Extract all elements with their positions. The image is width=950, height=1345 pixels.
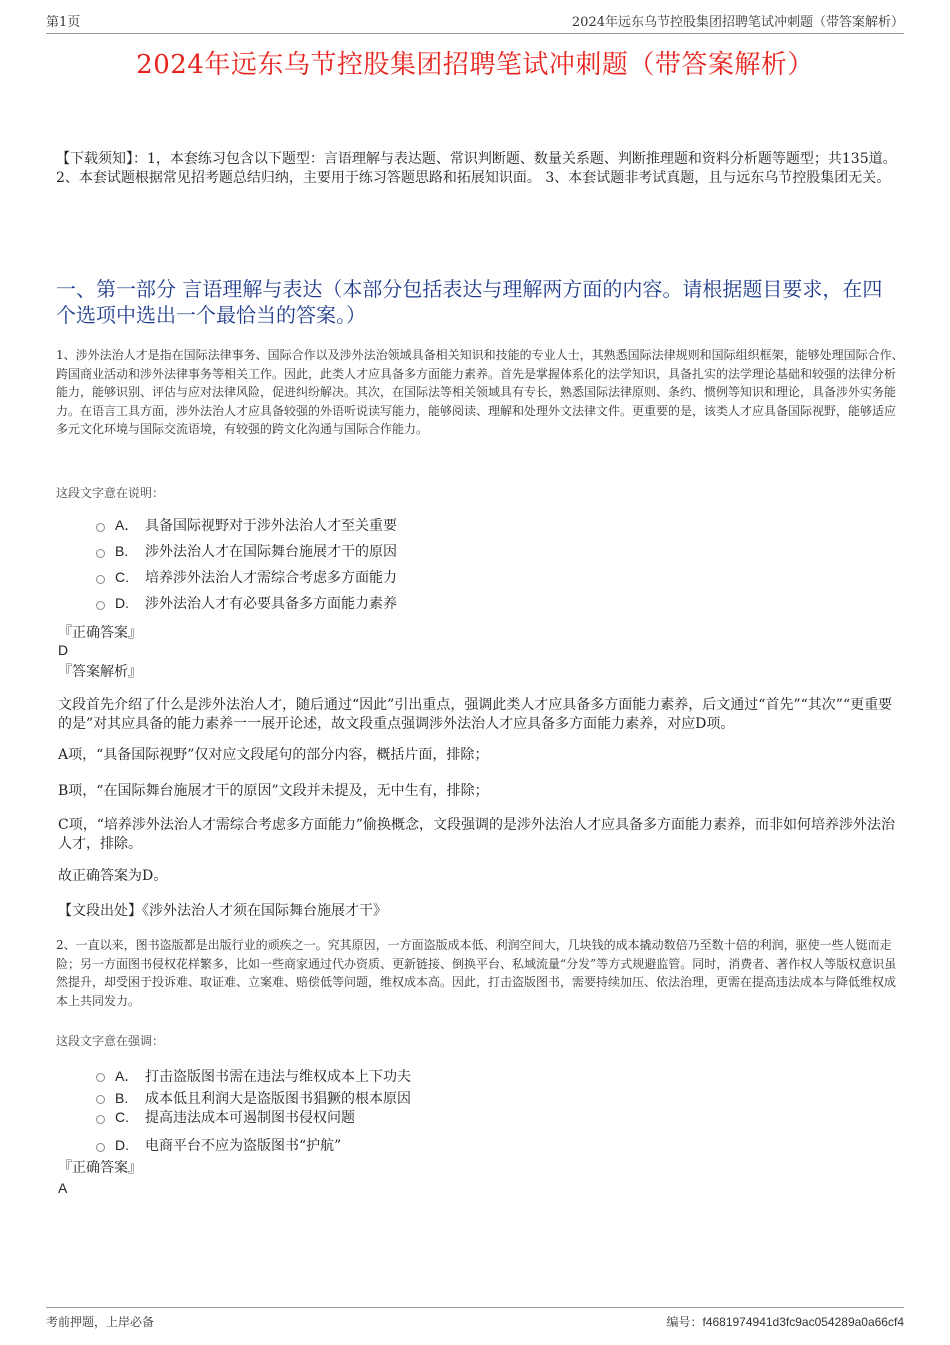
q1-analysis-main: 文段首先介绍了什么是涉外法治人才，随后通过“因此”引出重点，强调此类人才应具备多方面能力素养，后文通过“首先”“其次”“更重要的是”对其应具备的能力素养一一展开论述，故文段重点强调涉外法治人才应具备多方面能力素养，对应D项。: [58, 697, 893, 732]
radio-icon[interactable]: [96, 575, 105, 584]
q2-option-c[interactable]: C. 提高违法成本可遏制图书侵权问题: [96, 1106, 411, 1128]
q2-option-b[interactable]: B. 成本低且利润大是盗版图书猖獗的根本原因: [96, 1089, 411, 1106]
section-heading: 一、第一部分 言语理解与表达（本部分包括表达与理解两方面的内容。请根据题目要求，在四个选项中选出一个最恰当的答案。）: [56, 277, 883, 327]
q1-option-d[interactable]: D. 涉外法治人才有必要具备多方面能力素养: [96, 590, 397, 616]
page-number: 第1页: [46, 15, 81, 30]
q1-options: [96, 512, 397, 616]
radio-icon[interactable]: [96, 549, 105, 558]
radio-icon[interactable]: [96, 1143, 105, 1152]
q2-answer: A: [58, 1180, 68, 1196]
radio-icon[interactable]: [96, 523, 105, 532]
footer-slogan: 考前押题，上岸必备: [46, 1315, 155, 1329]
footer-serial: 编号：f4681974941d3fc9ac054289a0a66cf4: [666, 1315, 904, 1329]
radio-icon[interactable]: [96, 601, 105, 610]
q2-options: [96, 1062, 411, 1158]
q2-passage: 2、一直以来，图书盗版都是出版行业的顽疾之一。究其原因，一方面盗版成本低、利润空间大，几块钱的成本撬动数倍乃至数十倍的利润，驱使一些人铤而走险；另一方面图书侵权花样繁多，比如一些商家通过代办资质、更新链接、倒换平台、私域流量“分发”等方式规避监管。同时，消费者、著作权人等版权意识虽然提升，却受困于投诉难、取证难、立案难、赔偿低等问题，维权成本高。因此，打击盗版图书，需要持续加压、依法治理，更需在提高违法成本与降低维权成本上共同发力。: [56, 938, 897, 1008]
q1-analysis-c: C项，“培养涉外法治人才需综合考虑多方面能力”偷换概念，文段强调的是涉外法治人才应具备多方面能力素养，而非如何培养涉外法治人才，排除。: [58, 817, 896, 852]
q1-option-c[interactable]: C. 培养涉外法治人才需综合考虑多方面能力: [96, 564, 397, 590]
radio-icon[interactable]: [96, 1073, 105, 1082]
header-doc-title: 2024年远东乌节控股集团招聘笔试冲刺题（带答案解析）: [571, 15, 904, 30]
q2-answer-label: 『正确答案』: [58, 1160, 142, 1176]
q1-source: 【文段出处】《涉外法治人才须在国际舞台施展才干》: [58, 903, 387, 919]
page-footer: [46, 1307, 904, 1330]
download-notice: 【下载须知】：1，本套练习包含以下题型：言语理解与表达题、常识判断题、数量关系题、判断推理题和资料分析题等题型；共135道。 2、本套试题根据常见招考题总结归纳，主要用于练习答题思路和拓展知识面。 3、本套试题非考试真题，且与远东乌节控股集团无关。: [56, 151, 897, 186]
q1-option-b[interactable]: B. 涉外法治人才在国际舞台施展才干的原因: [96, 538, 397, 564]
q1-analysis-b: B项，“在国际舞台施展才干的原因”文段并未提及，无中生有，排除；: [58, 783, 489, 799]
q1-analysis-a: A项，“具备国际视野”仅对应文段尾句的部分内容，概括片面，排除；: [58, 747, 489, 763]
q1-answer: D: [58, 642, 69, 658]
q2-option-d[interactable]: D. 电商平台不应为盗版图书“护航”: [96, 1132, 411, 1158]
q2-prompt: 这段文字意在强调：: [56, 1034, 165, 1048]
page-header: [46, 12, 904, 34]
q1-option-a[interactable]: A． 具备国际视野对于涉外法治人才至关重要: [96, 512, 397, 538]
q1-passage: 1、涉外法治人才是指在国际法律事务、国际合作以及涉外法治领域具备相关知识和技能的专业人士，其熟悉国际法律规则和国际组织框架，能够处理国际合作、跨国商业活动和涉外法律事务等相关工作。因此，此类人才应具备多方面能力素养。首先是掌握体系化的法学知识，具备扎实的法学理论基础和较强的法律分析能力，能够识别、评估与应对法律风险，促进纠纷解决。其次，在国际法等相关领域具有专长，熟悉国际法律原则、条约、惯例等知识和理论，具备涉外实务能力。在语言工具方面，涉外法治人才应具备较强的外语听说读写能力，能够阅读、理解和处理外文法律文件。更重要的是，该类人才应具备国际视野，能够适应多元文化环境与国际交流语境，有较强的跨文化沟通与国际合作能力。: [56, 348, 904, 436]
document-title: 2024年远东乌节控股集团招聘笔试冲刺题（带答案解析）: [136, 50, 814, 80]
radio-icon[interactable]: [96, 1115, 105, 1124]
q2-option-a[interactable]: A． 打击盗版图书需在违法与维权成本上下功夫: [96, 1062, 411, 1089]
radio-icon[interactable]: [96, 1095, 105, 1104]
q1-analysis-conclusion: 故正确答案为D。: [58, 868, 168, 884]
q1-analysis-label: 『答案解析』: [58, 664, 142, 680]
q1-answer-label: 『正确答案』: [58, 625, 142, 641]
q1-prompt: 这段文字意在说明：: [56, 486, 165, 500]
